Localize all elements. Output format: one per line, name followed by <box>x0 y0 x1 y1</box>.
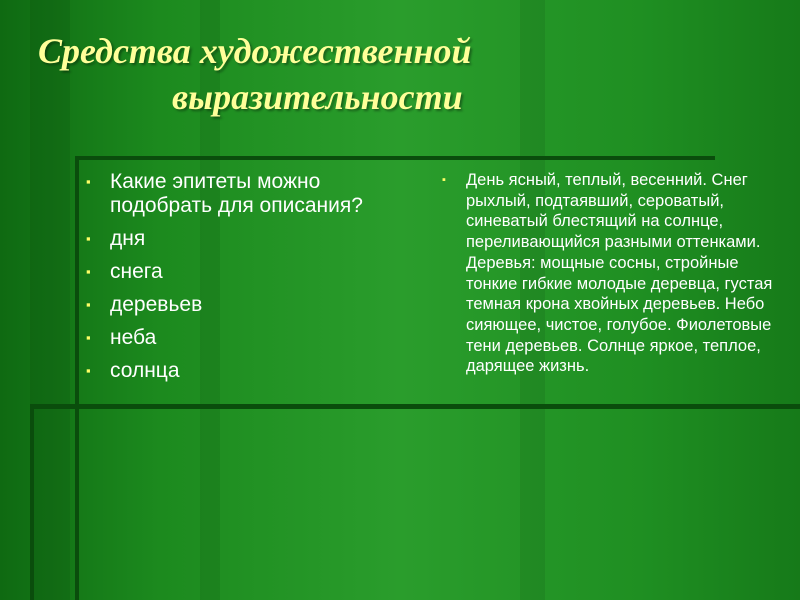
question-list <box>82 170 402 392</box>
list-item <box>82 326 402 350</box>
list-item <box>82 170 402 218</box>
list-item <box>82 227 402 251</box>
divider-left-lower <box>30 404 34 600</box>
list-item-text: Какие эпитеты можно подобрать для описания? <box>110 170 363 217</box>
divider-top <box>75 156 715 160</box>
list-item-text: солнца <box>110 359 180 382</box>
list-item <box>82 359 402 383</box>
bullet-icon: ▪ <box>86 264 91 279</box>
list-item-text: неба <box>110 326 157 349</box>
bullet-icon: ▪ <box>442 174 446 186</box>
bullet-icon: ▪ <box>86 297 91 312</box>
list-item-text: снега <box>110 260 163 283</box>
title-line-2: выразительности <box>172 77 463 117</box>
list-item-text: деревьев <box>110 293 203 316</box>
list-item-text: дня <box>110 227 146 250</box>
bullet-icon: ▪ <box>86 231 91 246</box>
bullet-icon: ▪ <box>86 330 91 345</box>
answer-block <box>440 170 775 377</box>
bullet-icon: ▪ <box>86 363 91 378</box>
title-line-1: Средства художественной <box>38 31 472 71</box>
answer-text: День ясный, теплый, весенний. Снег рыхлый, подтаявший, сероватый, синеватый блестящий на солнце, переливающийся разными оттенками. Деревья: мощные сосны, стройные тонкие гибкие молодые деревца, густая темная крона хвойных деревьев. Небо сияющее, чистое, голубое. Фиолетовые тени деревьев. Солнце яркое, теплое, дарящее жизнь. <box>466 171 773 376</box>
answer-item <box>440 170 775 377</box>
list-item <box>82 293 402 317</box>
slide-title <box>30 28 650 120</box>
divider-left <box>75 156 79 600</box>
divider-middle <box>30 404 800 409</box>
list-item <box>82 260 402 284</box>
bullet-icon: ▪ <box>86 174 91 189</box>
